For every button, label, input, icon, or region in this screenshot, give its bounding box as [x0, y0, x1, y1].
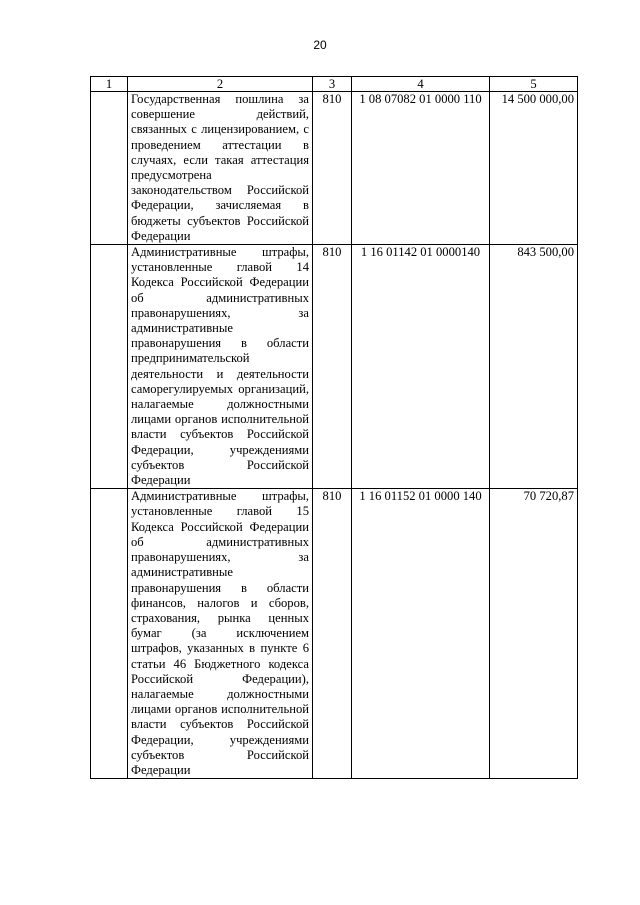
table-row — [91, 489, 578, 779]
page-number: 20 — [313, 38, 327, 52]
table-header-row — [91, 77, 578, 92]
budget-code-cell: 1 08 07082 01 0000 110 — [352, 92, 490, 245]
revenue-table — [90, 76, 578, 779]
budget-code-cell: 1 16 01142 01 0000140 — [352, 245, 490, 489]
amount-cell: 14 500 000,00 — [490, 92, 578, 245]
revenue-name-cell: Административные штрафы, установленные главой 14 Кодекса Российской Федерации об административных правонарушениях, за административные правонарушения в области предпринимательской деятельности и деятельности саморегулируемых организаций, налагаемые должностными лицами органов исполнительной власти субъектов Российской Федерации, учреждениями субъектов Российской Федерации — [128, 245, 313, 489]
revenue-name-cell: Административные штрафы, установленные главой 15 Кодекса Российской Федерации об административных правонарушениях, за административные правонарушения в области финансов, налогов и сборов, страхования, рынка ценных бумаг (за исключением штрафов, указанных в пункте 6 статьи 46 Бюджетного кодекса Российской Федерации), налагаемые должностными лицами органов исполнительной власти субъектов Российской Федерации, учреждениями субъектов Российской Федерации — [128, 489, 313, 779]
header-col-4: 4 — [352, 77, 490, 92]
budget-code-cell: 1 16 01152 01 0000 140 — [352, 489, 490, 779]
header-col-2: 2 — [128, 77, 313, 92]
table-row — [91, 92, 578, 245]
admin-code-cell: 810 — [313, 92, 352, 245]
admin-code-cell: 810 — [313, 245, 352, 489]
row-index-cell — [91, 92, 128, 245]
amount-cell: 843 500,00 — [490, 245, 578, 489]
header-col-1: 1 — [91, 77, 128, 92]
admin-code-cell: 810 — [313, 489, 352, 779]
revenue-name-cell: Государственная пошлина за совершение действий, связанных с лицензированием, с проведением аттестации в случаях, если такая аттестация предусмотрена законодательством Российской Федерации, зачисляемая в бюджеты субъектов Российской Федерации — [128, 92, 313, 245]
header-col-5: 5 — [490, 77, 578, 92]
amount-cell: 70 720,87 — [490, 489, 578, 779]
row-index-cell — [91, 245, 128, 489]
row-index-cell — [91, 489, 128, 779]
table-row — [91, 245, 578, 489]
header-col-3: 3 — [313, 77, 352, 92]
